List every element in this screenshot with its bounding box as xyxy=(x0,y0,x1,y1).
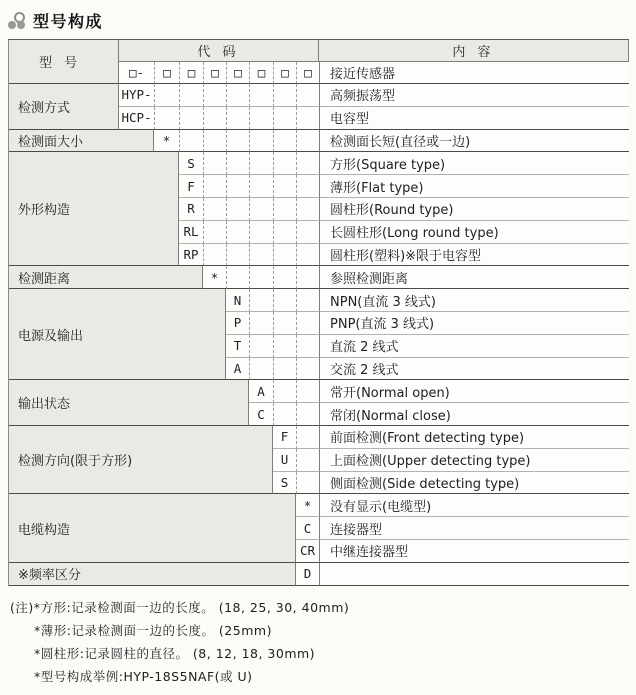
content-cell: 常闭(Normal close) xyxy=(319,403,629,426)
footnotes xyxy=(10,596,636,688)
footnote-line: (注)*方形:记录检测面一边的长度。 (18, 25, 30, 40mm) xyxy=(10,599,350,615)
content-cell: 前面检测(Front detecting type) xyxy=(319,426,629,449)
filler-cell xyxy=(226,175,249,198)
filler-cell xyxy=(273,358,296,381)
filler-cell xyxy=(203,175,226,198)
filler-cell xyxy=(179,107,203,130)
code-cell: T xyxy=(226,335,249,358)
filler-cell xyxy=(273,84,296,107)
content-cell xyxy=(319,563,629,586)
filler-cell xyxy=(273,152,296,175)
filler-cell xyxy=(249,130,273,153)
group-label: 检测面大小 xyxy=(9,130,154,153)
filler-cell xyxy=(273,335,296,358)
filler-cell xyxy=(296,472,319,495)
code-box: □ xyxy=(154,62,179,84)
filler-cell xyxy=(273,130,296,153)
filler-cell xyxy=(296,266,319,289)
page-header xyxy=(0,0,636,31)
filler-cell xyxy=(203,244,226,267)
code-cell: D xyxy=(296,563,319,586)
code-box: □ xyxy=(249,62,273,84)
filler-cell xyxy=(249,84,273,107)
code-prefix-box: □- xyxy=(119,62,154,84)
content-cell: 检测面长短(直径或一边) xyxy=(319,130,629,153)
code-cell: A xyxy=(249,380,273,403)
filler-cell xyxy=(296,152,319,175)
code-cell: RL xyxy=(179,221,203,244)
content-cell: 长圆柱形(Long round type) xyxy=(319,221,629,244)
filler-cell xyxy=(296,84,319,107)
footnote-line: *圆柱形:记录圆柱的直径。 (8, 12, 18, 30mm) xyxy=(34,645,316,661)
model-column-header: 型 号 xyxy=(9,40,119,84)
code-box: □ xyxy=(226,62,249,84)
group-label: 电源及输出 xyxy=(9,289,226,380)
filler-cell xyxy=(203,198,226,221)
code-cell: F xyxy=(179,175,203,198)
footnote-line: *型号构成举例:HYP-18S5NAF(或 U) xyxy=(34,668,253,684)
filler-cell xyxy=(273,198,296,221)
content-cell: 电容型 xyxy=(319,107,629,130)
group-label: 电缆构造 xyxy=(9,494,296,562)
code-box: □ xyxy=(273,62,296,84)
filler-cell xyxy=(296,198,319,221)
code-cell: HCP- xyxy=(119,107,154,130)
filler-cell xyxy=(249,244,273,267)
filler-cell xyxy=(226,198,249,221)
filler-cell xyxy=(273,107,296,130)
content-cell: 参照检测距离 xyxy=(319,266,629,289)
filler-cell xyxy=(273,221,296,244)
code-box: □ xyxy=(179,62,203,84)
filler-cell xyxy=(249,107,273,130)
code-cell: F xyxy=(273,426,296,449)
model-composition-table xyxy=(8,39,629,586)
code-cell: A xyxy=(226,358,249,381)
content-cell: PNP(直流 3 线式) xyxy=(319,312,629,335)
code-cell: * xyxy=(203,266,226,289)
content-cell: 常开(Normal open) xyxy=(319,380,629,403)
filler-cell xyxy=(273,312,296,335)
page-title: 型号构成 xyxy=(33,11,104,31)
filler-cell xyxy=(249,312,273,335)
group-label: 检测方式 xyxy=(9,84,119,130)
content-cell: 薄形(Flat type) xyxy=(319,175,629,198)
group-label: 检测方向(限于方形) xyxy=(9,426,273,494)
code-cell: * xyxy=(296,494,319,517)
code-cell: S xyxy=(273,472,296,495)
filler-cell xyxy=(249,266,273,289)
filler-cell xyxy=(296,312,319,335)
code-cell: C xyxy=(296,517,319,540)
filler-cell xyxy=(203,107,226,130)
content-cell: 圆柱形(Round type) xyxy=(319,198,629,221)
filler-cell xyxy=(296,335,319,358)
filler-cell xyxy=(154,84,179,107)
filler-cell xyxy=(249,358,273,381)
filler-cell xyxy=(296,221,319,244)
code-cell: HYP- xyxy=(119,84,154,107)
filler-cell xyxy=(203,221,226,244)
filler-cell xyxy=(296,107,319,130)
code-cell: U xyxy=(273,449,296,472)
filler-cell xyxy=(226,130,249,153)
code-cell: R xyxy=(179,198,203,221)
filler-cell xyxy=(296,358,319,381)
filler-cell xyxy=(296,130,319,153)
content-cell: 没有显示(电缆型) xyxy=(319,494,629,517)
filler-cell xyxy=(203,84,226,107)
filler-cell xyxy=(203,130,226,153)
content-cell: 直流 2 线式 xyxy=(319,335,629,358)
content-cell: 中继连接器型 xyxy=(319,540,629,563)
content-cell: 交流 2 线式 xyxy=(319,358,629,381)
code-box: □ xyxy=(296,62,319,84)
filler-cell xyxy=(296,449,319,472)
filler-cell xyxy=(226,266,249,289)
filler-cell xyxy=(249,152,273,175)
filler-cell xyxy=(226,152,249,175)
code-cell: * xyxy=(154,130,179,153)
code-cell: S xyxy=(179,152,203,175)
filler-cell xyxy=(296,403,319,426)
filler-cell xyxy=(226,221,249,244)
filler-cell xyxy=(273,266,296,289)
filler-cell xyxy=(249,198,273,221)
code-cell: RP xyxy=(179,244,203,267)
filler-cell xyxy=(273,289,296,312)
content-cell: 侧面检测(Side detecting type) xyxy=(319,472,629,495)
filler-cell xyxy=(249,221,273,244)
group-label: 输出状态 xyxy=(9,380,249,426)
group-label: 检测距离 xyxy=(9,266,203,289)
content-cell: 连接器型 xyxy=(319,517,629,540)
content-cell: NPN(直流 3 线式) xyxy=(319,289,629,312)
filler-cell xyxy=(249,335,273,358)
filler-cell xyxy=(273,403,296,426)
code-cell: P xyxy=(226,312,249,335)
code-cell: C xyxy=(249,403,273,426)
code-box: □ xyxy=(203,62,226,84)
group-label: ※频率区分 xyxy=(9,563,296,586)
content-cell: 圆柱形(塑料)※限于电容型 xyxy=(319,244,629,267)
filler-cell xyxy=(296,426,319,449)
filler-cell xyxy=(296,289,319,312)
content-column-header: 内 容 xyxy=(319,40,629,62)
filler-cell xyxy=(179,84,203,107)
filler-cell xyxy=(296,380,319,403)
content-cell: 上面检测(Upper detecting type) xyxy=(319,449,629,472)
filler-cell xyxy=(273,380,296,403)
filler-cell xyxy=(249,289,273,312)
content-cell: 高频振荡型 xyxy=(319,84,629,107)
footnote-line: *薄形:记录检测面一边的长度。 (25mm) xyxy=(34,622,272,638)
filler-cell xyxy=(273,175,296,198)
filler-cell xyxy=(296,244,319,267)
code-cell: CR xyxy=(296,540,319,563)
filler-cell xyxy=(203,152,226,175)
filler-cell xyxy=(226,244,249,267)
section-dots-icon xyxy=(8,12,26,29)
group-label: 外形构造 xyxy=(9,152,179,266)
code-cell: N xyxy=(226,289,249,312)
filler-cell xyxy=(226,107,249,130)
content-cell: 接近传感器 xyxy=(319,62,629,84)
content-cell: 方形(Square type) xyxy=(319,152,629,175)
filler-cell xyxy=(296,175,319,198)
filler-cell xyxy=(179,130,203,153)
filler-cell xyxy=(273,244,296,267)
filler-cell xyxy=(154,107,179,130)
filler-cell xyxy=(226,84,249,107)
filler-cell xyxy=(249,175,273,198)
code-column-header: 代 码 xyxy=(119,40,319,62)
